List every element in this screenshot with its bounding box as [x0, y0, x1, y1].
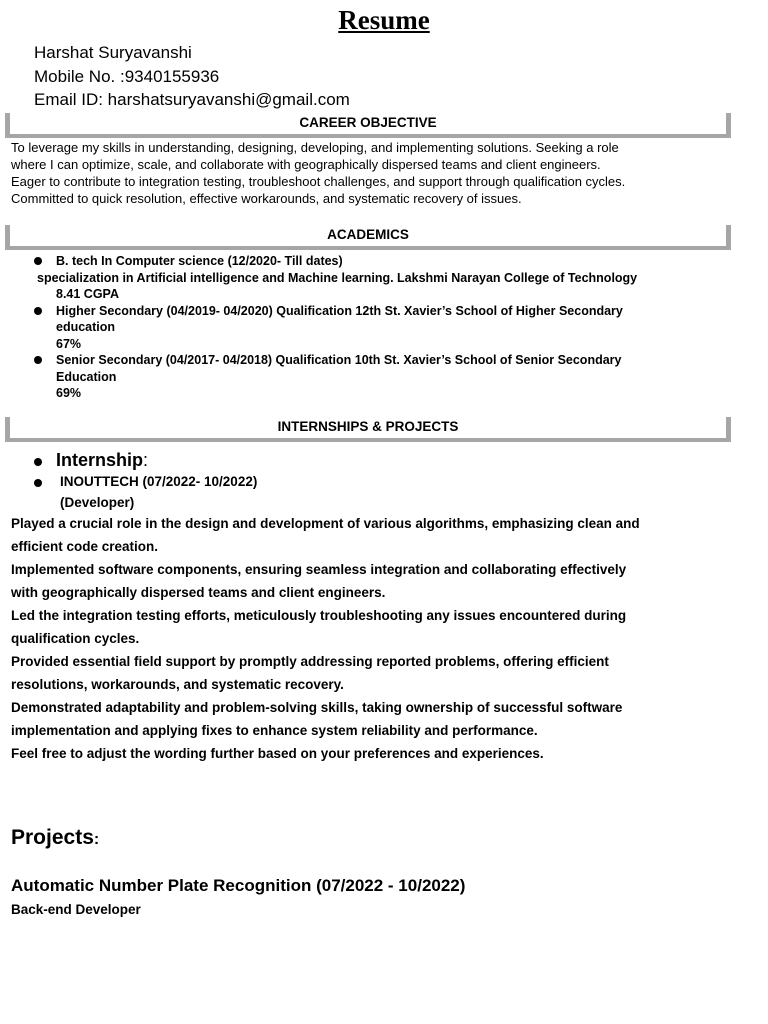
duty-line: efficient code creation.	[11, 539, 159, 554]
duty-line: implementation and applying fixes to enhance system reliability and performance.	[11, 723, 538, 738]
bullet-icon	[34, 479, 42, 487]
duty-line: Implemented software components, ensuring seamless integration and collaborating effectively	[11, 562, 627, 577]
resume-title: Resume	[338, 5, 430, 35]
project-name: Automatic Number Plate Recognition (07/2022 - 10/2022)	[11, 876, 466, 895]
candidate-name: Harshat Suryavanshi	[34, 43, 192, 62]
internship-duties	[11, 512, 761, 765]
academic-score: 8.41 CGPA	[56, 287, 119, 301]
section-header-career-objective: CAREER OBJECTIVE	[5, 113, 731, 138]
bullet-icon	[34, 307, 42, 315]
bullet-icon	[34, 458, 42, 466]
objective-line: where I can optimize, scale, and collaborate with geographically dispersed teams and client engineers.	[11, 157, 601, 172]
academic-detail: Education	[56, 369, 117, 384]
academic-item-btech	[0, 253, 768, 270]
objective-line: Committed to quick resolution, effective workarounds, and systematic recovery of issues.	[11, 191, 522, 206]
mobile-number: Mobile No. :9340155936	[34, 66, 220, 86]
duty-line: Provided essential field support by promptly addressing reported problems, offering efficient	[11, 654, 609, 669]
bullet-icon	[34, 257, 42, 265]
internship-colon: :	[143, 450, 149, 470]
section-header-internships-projects: INTERNSHIPS & PROJECTS	[5, 417, 731, 442]
projects-heading-text: Projects	[11, 826, 94, 849]
internship-company: INOUTTECH (07/2022- 10/2022)	[60, 474, 258, 489]
projects-colon: :	[93, 831, 100, 848]
section-header-academics: ACADEMICS	[5, 225, 731, 250]
academic-score: 67%	[56, 336, 82, 351]
academic-degree: Higher Secondary (04/2019- 04/2020) Qualification 12th St. Xavier’s School of Higher Secondary	[56, 303, 623, 318]
academic-item-senior-secondary	[0, 352, 768, 369]
duty-line: qualification cycles.	[11, 631, 140, 646]
email-address: Email ID: harshatsuryavanshi@gmail.com	[34, 90, 350, 109]
academic-degree: B. tech In Computer science (12/2020- Till dates)	[56, 254, 343, 268]
duty-line: Played a crucial role in the design and development of various algorithms, emphasizing clean and	[11, 516, 640, 531]
project-role: Back-end Developer	[11, 902, 141, 917]
contact-block	[34, 41, 350, 112]
duty-line: Led the integration testing efforts, meticulously troubleshooting any issues encountered during	[11, 608, 627, 623]
bullet-icon	[34, 356, 42, 364]
duty-line: with geographically dispersed teams and client engineers.	[11, 585, 386, 600]
internship-label-text: Internship	[56, 450, 144, 470]
objective-line: Eager to contribute to integration testing, troubleshoot challenges, and support through qualification cycles.	[11, 174, 626, 189]
academic-detail: education	[56, 320, 116, 334]
objective-line: To leverage my skills in understanding, designing, developing, and implementing solutions. Seeking a role	[11, 140, 619, 155]
academic-item-higher-secondary	[0, 303, 768, 320]
academic-degree: Senior Secondary (04/2017- 04/2018) Qualification 10th St. Xavier’s School of Senior Secondary	[56, 353, 622, 367]
academics-list	[0, 253, 768, 402]
projects-heading	[11, 826, 99, 850]
internship-label	[56, 450, 148, 471]
duty-line: Demonstrated adaptability and problem-solving skills, taking ownership of successful software	[11, 700, 623, 715]
academic-score: 69%	[56, 386, 82, 400]
internship-role: (Developer)	[60, 495, 135, 510]
duty-line: resolutions, workarounds, and systematic recovery.	[11, 677, 344, 692]
duty-line: Feel free to adjust the wording further based on your preferences and experiences.	[11, 746, 544, 761]
career-objective-text	[11, 139, 751, 207]
academic-detail: specialization in Artificial intelligence and Machine learning. Lakshmi Narayan College of Technology	[37, 270, 638, 285]
